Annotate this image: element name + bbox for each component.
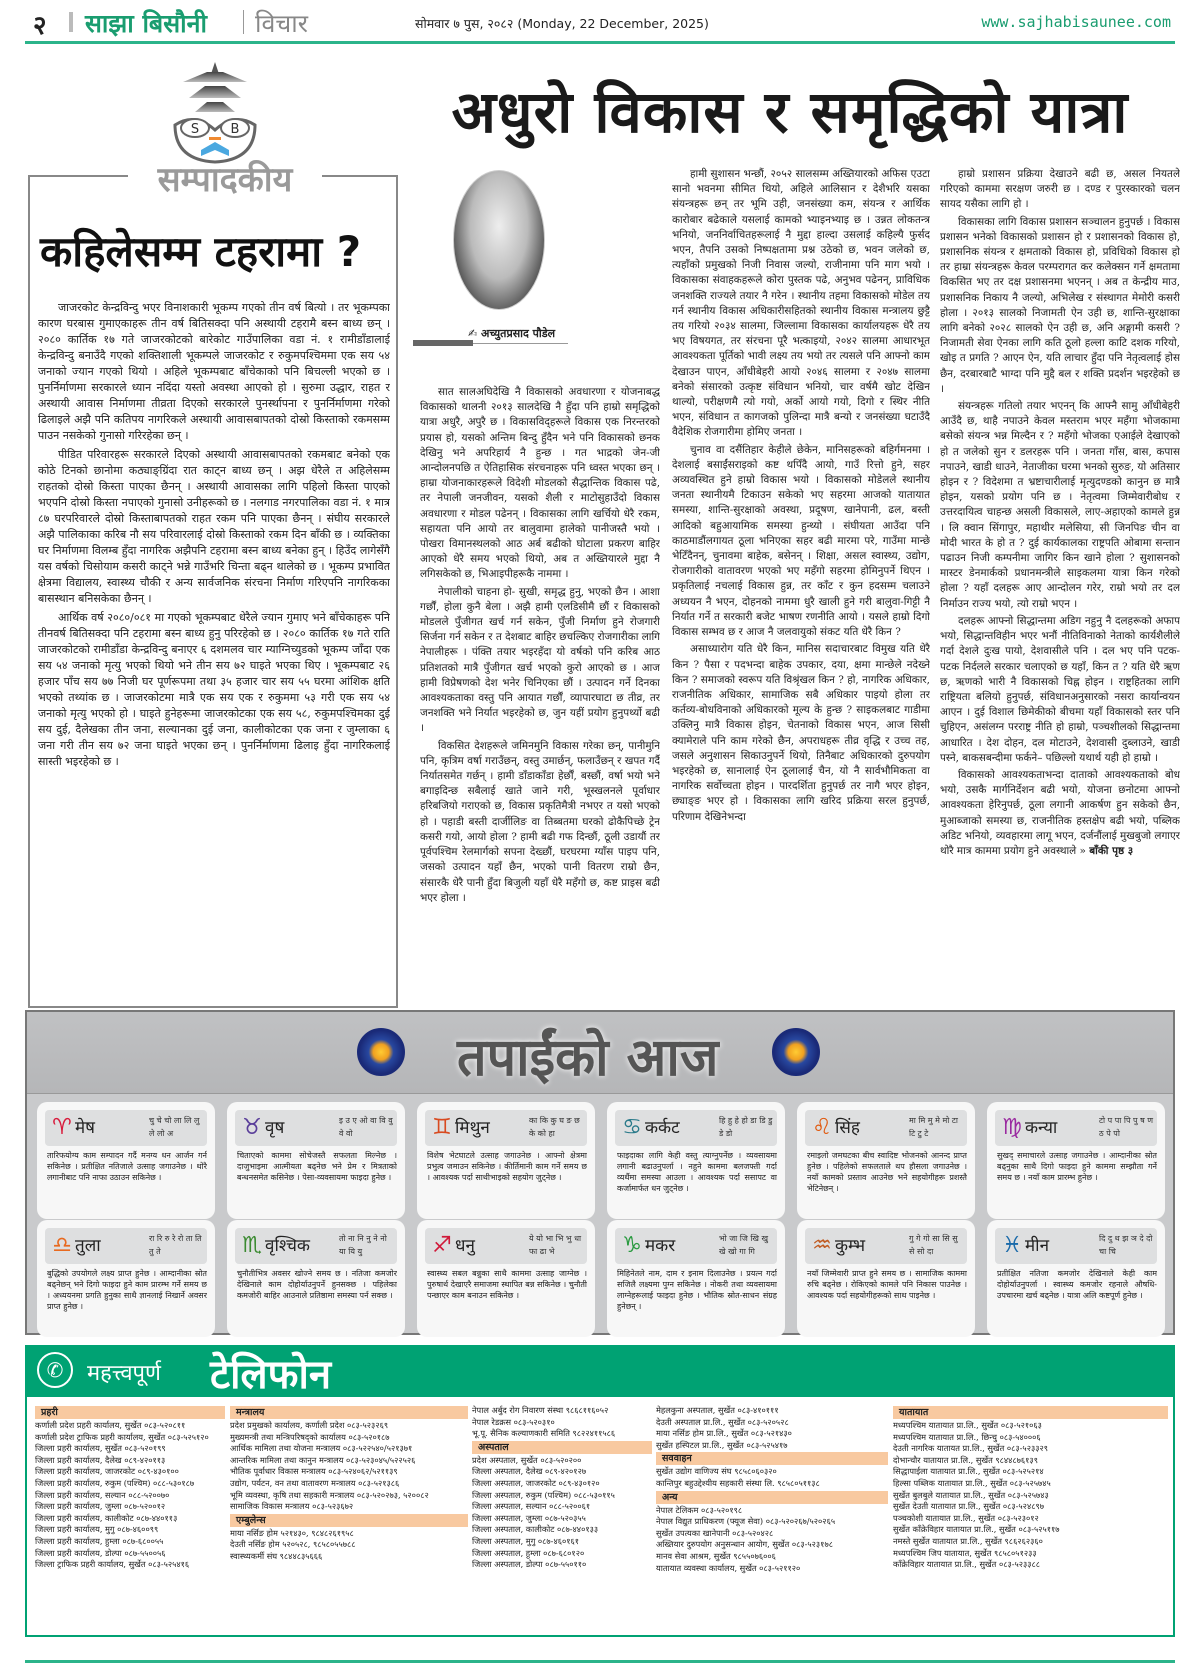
article-paragraph: संयन्त्रहरू गतिलो तयार भएनन् कि आफ्नै सामु आँधीबेहरी आउँदै छ, थाहै नपाउने केवल मस्तराम भएर महँगा भोजकामा बसेको संयन्त्र भन्न मिल्दैन र ? महँगो भोजका एआईले देखाएको हो त जलेको सुन र डलरहरू पनि । जनता गाँस, बास, कपास नपाउने, खाडी धाउने, नेताजीका घरमा भनको सुरुङ, यो अतिसार होइन र ? विदेशमा त भ्रष्टाचारीलाई मृत्युदण्डको कानुन छ मात्रै होइन, यसको प्रयोग पनि छ । नेतृत्वमा जिम्मेवारीबोध र उत्तरदायित्व चाहन्छ असली विकासले, लाए-अहाएको कामले हुन्न । लि क्वान सिंगापुर, महाथीर मलेसिया, सी जिनपिङ चीन वा मोदी भारत के हो त ? दुई कार्यकालका राष्ट्रपति ओबामा सन्तान पढाउन निजी कम्पनीमा जागिर किन खाने होला ? सुशासनको मास्टर डेनमार्कको प्रधानमन्त्रीले साइकलमा यात्रा किन गरेको होला ? यहाँ दलहरू आए आन्दोलन गरेर, राम्रो भयो तर दल निर्माउन राज्य भयो, त्यो राम्रो भएन । bbox=[940, 400, 1180, 610]
telephone-entry: जिल्ला अस्पताल, मुगु ०८७-४६०१६१ bbox=[472, 1535, 579, 1546]
byline-bar bbox=[413, 340, 473, 346]
sign-letters: इ उ ए ओ वा वि वु वे वो bbox=[339, 1116, 393, 1138]
telephone-entry: जिल्ला अस्पताल, जाजरकोट ०८९-४३०१२० bbox=[472, 1477, 600, 1488]
telephone-entry: मुख्यमन्त्री तथा मन्त्रिपरिषद्को कार्यालय ०८३-५२०१८७ bbox=[230, 1431, 390, 1442]
page-number-divider bbox=[69, 12, 73, 32]
telephone-entry: जिल्ला अस्पताल, डोल्पा ०८७-५५०११० bbox=[472, 1559, 587, 1570]
author-photo bbox=[453, 170, 545, 310]
telephone-entry: मानव सेवा आश्रम, सुर्खेत ९८५५०७६००६ bbox=[656, 1550, 776, 1561]
zodiac-wheel-icon bbox=[357, 1028, 405, 1076]
sign-header bbox=[235, 1110, 397, 1146]
sign-header bbox=[45, 1228, 207, 1264]
telephone-entry: जिल्ला प्रहरी कार्यालय, दैलेख ०८९-४२०११३ bbox=[35, 1454, 166, 1465]
zodiac-sign-icon: ♉ bbox=[242, 1115, 262, 1140]
article-paragraph: विकसित देशहरूले जमिनमुनि विकास गरेका छन्, पानीमुनि पनि, कृत्रिम वर्षा गराउँछन्, वस्तु उमार्छन्, फलाउँछन् र खपत गर्दै निर्यातसमेत गर्छन् । हामी डाँडाकाँडा हेर्छौं, बस्छौं, वर्षा भयो भने बगाइदिन्छ सबैलाई खाते जाने गरी, भूस्खलनले पूर्वाधार हरिबजियो गराएको छ, विकास प्रकृतिमैत्री नभएर त यसो भएको हो । पहाडी बस्ती दार्जीलिङ वा तिब्बतमा घरको ढोकैपिच्छे ट्रेन कसरी गयो, आयो होला ? हामी बढी गफ दिन्छौं, ठूली उडायौं तर पूर्वपश्चिम रेलमार्गको सपना देख्छौं, घरघरमा ग्याँस पाइप पनि, जसको उत्पादन यहाँ छैन, भएको पानी वितरण राम्रो छैन, संसारकै धेरै पानी हुँदा बिजुली यहाँ धेरै महँगो छ, कष्ट प्राइस बढी भएर होला । bbox=[420, 739, 660, 904]
telephone-entry: कान्तिपुर बहुउद्देश्यीय सहकारी संस्था लि. ९८५८०५११३८ bbox=[656, 1477, 820, 1488]
article-paragraph: हामी सुशासन भन्छौं, २०५२ सालसम्म अख्तियारको अफिस एउटा सानो भवनमा सीमित थियो, अहिले आलिसान र देशैभरि यसका संयन्त्रहरू छन् तर भूमि उही, जनसंख्या कम, संयन्त्र र आर्थिक कारोबार बढेकाले यसलाई कामको भ्याइनभ्याइ छ । उन्नत लोकतन्त्र भनियो, जननिर्वाचितहरूलाई नै मुद्दा हाल्दा उसलाई कहिल्यै फुर्सद भएन, तैपनि उसको निष्पक्षतामा प्रश्न उठेको छ, भवन जलेको छ, त्यहाँको प्रमुखको निजी निवास जल्यो, राजीनामा पनि माग भयो । विकासका संवाहकहरूले कोरा पुस्तक पढे, अनुभव पढेनन्, प्राविधिक जनशक्ति राज्यले तयार नै गरेन । स्थानीय तहमा विकासको मोडेल तय गर्न स्थानीय विकास अधिकारीसहितको स्थानीय विकास मन्त्रालय छुट्टै तय गरियो २०३४ सालमा, जिल्लामा विकासका कार्यालयहरू धेरै तय भए विषयगत, तर संरचना पूरै भत्काइयो, २०४२ सालमा आधारभूत आवश्यकता पूर्तिको भावी लक्ष्य तय भयो तर त्यसले पनि आफ्नो काम देखाउन पाएन, आँधीबेहरी आयो २०४६ सालमा र २०४७ सालमा बनेको संसारको उत्कृष्ट संविधान भनियो, चार वर्षमै खोट देखिन थाल्यो, परीक्षणमै त्यो गयो, अर्को आयो गयो, दिगो र स्थिर नीति भएन, संविधान त कागजको पुलिन्दा मात्रै बन्यो र जनसंख्या घटाउँदै वैदेशिक रोजगारीमा होमिए जनता । bbox=[672, 168, 930, 439]
article-column-2 bbox=[672, 167, 930, 1000]
telephone-category: यातायात bbox=[893, 1406, 1168, 1419]
telephone-category: मन्त्रालय bbox=[230, 1406, 468, 1419]
telephone-entry: मेहलकुना अस्पताल, सुर्खेत ०८३-४१०१११ bbox=[656, 1405, 779, 1415]
article-headline: अधुरो विकास र समृद्धिको यात्रा bbox=[451, 78, 1129, 146]
sign-prediction: चिताएको काममा सोचेजस्तै सफलता मिल्नेछ । दाजुभाइमा आत्मीयता बढ्नेछ भने प्रेम र मित्रताको बन्धनसमेत कसिनेछ । पेसा-व्यवसायमा फाइदा हुनेछ । bbox=[237, 1151, 397, 1182]
editorial-label: सम्पादकीय bbox=[157, 160, 293, 200]
horoscope-card bbox=[987, 1102, 1165, 1219]
sign-name: तुला bbox=[75, 1236, 101, 1256]
telephone-category: अस्पताल bbox=[472, 1441, 652, 1454]
page-number: २ bbox=[33, 11, 47, 41]
horoscope-card bbox=[37, 1102, 215, 1219]
telephone-entry: देउती नर्सिङ होम ५२०५२८, ९८५८०५५७८८ bbox=[230, 1539, 356, 1550]
telephone-entry: सुर्खेत देउती यातायात प्रा.लि., सुर्खेत ०८३-५२४८९७ bbox=[893, 1501, 1044, 1512]
telephone-entry: मध्यपश्चिम जिप यातायात, सुर्खेत ९८५८०५१२३३ bbox=[893, 1547, 1037, 1558]
horoscope-card bbox=[797, 1220, 975, 1337]
telephone-entry: आन्तरिक मामिला तथा कानुन मन्त्रालय ०८३-५२३०४५/५२२५२६ bbox=[230, 1454, 416, 1465]
telephone-entry: कर्णाली प्रदेश ट्राफिक प्रहरी कार्यालय, सुर्खेत ०८३-५२५१२० bbox=[35, 1431, 209, 1442]
sign-header bbox=[235, 1228, 397, 1264]
sign-letters: दि दु थ झ ञ दे दो चा चि bbox=[1099, 1234, 1153, 1256]
sign-letters: तो ना नि नु ने नो या यि यु bbox=[339, 1234, 387, 1256]
telephone-entry: जिल्ला प्रहरी कार्यालय, हुम्ला ०८७-६८००५५ bbox=[35, 1535, 164, 1546]
sign-letters: रा रि रु रे रो ता ति तु ते bbox=[149, 1234, 202, 1256]
zodiac-sign-icon: ♏ bbox=[242, 1233, 262, 1258]
zodiac-sign-icon: ♑ bbox=[622, 1233, 642, 1258]
sign-name: वृष bbox=[265, 1118, 285, 1138]
telephone-category: एम्बुलेन्स bbox=[230, 1514, 468, 1527]
telephone-entry: जिल्ला अस्पताल, सल्यान ०८८-५२००६१ bbox=[472, 1501, 591, 1512]
sign-header bbox=[45, 1110, 207, 1146]
telephone-entry: जिल्ला प्रहरी कार्यालय, सुर्खेत ०८३-५२०१९९ bbox=[35, 1443, 166, 1454]
telephone-entry: जिल्ला अस्पताल, रुकुम (पश्चिम) ०८८-५३०११५ bbox=[472, 1489, 615, 1500]
telephone-entry: दोभान्चौर यातायात प्रा.लि., सुर्खेत ९८४४८७६१३९ bbox=[893, 1454, 1038, 1465]
sign-name: वृश्चिक bbox=[265, 1236, 310, 1256]
continued-arrow-icon: » bbox=[1079, 844, 1090, 857]
sign-prediction: नयाँ जिम्मेवारी प्राप्त हुने समय छ । सामाजिक काममा रुचि बढ्नेछ । रोकिएको कामले पनि निकास पाउनेछ । आवश्यक पर्दा सहयोगीहरूको साथ पाइनेछ । bbox=[807, 1269, 967, 1300]
horoscope-card bbox=[607, 1102, 785, 1219]
sign-header bbox=[995, 1110, 1157, 1146]
sign-header bbox=[615, 1110, 777, 1146]
telephone-entry: भूमि व्यवस्था, कृषि तथा सहकारी मन्त्रालय ०८३-५२०२७३, ५२००८२ bbox=[230, 1489, 429, 1500]
telephone-entry: जिल्ला प्रहरी कार्यालय, मुगु ०८७-४६००९९ bbox=[35, 1524, 159, 1535]
telephone-entry: अख्तियार दुरुपयोग अनुसन्धान आयोग, सुर्खेत ०८३-५२३१७८ bbox=[656, 1539, 833, 1550]
horoscope-card bbox=[417, 1102, 595, 1219]
sign-prediction: प्रतीक्षित नतिजा कमजोर देखिनाले केही काम दोहोर्याउनुपर्ला । स्वास्थ्य कमजोर रहनाले औषधि-उपचारमा खर्च बढ्नेछ । यात्रा अलि कष्टपूर्ण हुनेछ । bbox=[997, 1269, 1157, 1300]
telephone-entry: स्वास्थ्यकर्मी संघ ९८४४८३५६६६ bbox=[230, 1550, 323, 1561]
pen-icon: ✍ bbox=[468, 327, 482, 340]
sign-header bbox=[425, 1110, 587, 1146]
sign-letters: का कि कु घ ङ छ के को हा bbox=[529, 1116, 580, 1138]
telephone-entry: जिल्ला अस्पताल, जुम्ला ०८७-५२०३५५ bbox=[472, 1512, 586, 1523]
zodiac-sign-icon: ♌ bbox=[812, 1115, 832, 1140]
telephone-entry: भौतिक पूर्वाधार विकास मन्त्रालय ०८३-५२४०६२/५२११३९ bbox=[230, 1466, 398, 1477]
sign-prediction: रमाइलो जमघटका बीच स्वादिष्ट भोजनको आनन्द प्राप्त हुनेछ । पहिलेको सफलताले थप हौसला जगाउनेछ । नयाँ कामको प्रस्ताव आउनेछ भने सहयोगीहरू प्रशस्तै भेटिनेछन् । bbox=[807, 1151, 967, 1193]
zodiac-sign-icon: ♒ bbox=[812, 1233, 832, 1258]
article-paragraph: सात सालअघिदेखि नै विकासको अवधारणा र योजनाबद्ध विकासको थालनी २०१३ सालदेखि नै हुँदा पनि हाम्रो समृद्धिको यात्रा अधुरै, अपुरै छ । विकासविद्हरूले विकास एक निरन्तरको प्रयास हो, यसको अन्तिम बिन्दु हुँदैन भने पनि विकासको छनक देखिनु भने अपरिहार्य नै हुन्छ । गत भाद्रको जेन-जी आन्दोलनपछि त ऐतिहासिक संरचनाहरू पनि ध्वस्त भएका छन् । हाम्रा योजनाकारहरूले विदेशी मोडलको सैद्धान्तिक विकास पढे, तर नेपाली जनजीवन, यसको शैली र माटोसुहाउँदो विकास अवधारणा र मोडल पढेनन् । विकासका लागि खर्चियो धेरै रकम, सहायता पनि आयो तर बालुवामा हालेको पानीजस्तै भयो । पोखरा विमानस्थलको आठ अर्ब बढीको घोटाला प्रकरण बाहिर आएको धेरै समय भएको थियो, अब त अख्तियारले मुद्दा नै लगिसकेको छ, भिआइपीहरूकै नाममा । bbox=[420, 386, 660, 581]
sign-name: कन्या bbox=[1025, 1118, 1058, 1138]
sign-header bbox=[425, 1228, 587, 1264]
sign-name: कुम्भ bbox=[835, 1236, 866, 1256]
article-column-1 bbox=[420, 385, 660, 1000]
telephone-entry: जिल्ला प्रहरी कार्यालय, कालीकोट ०८७-४४०११३ bbox=[35, 1512, 178, 1523]
article-paragraph: नेपालीको चाहना हो- सुखी, समृद्ध हुनु, भएको छैन । आशा गर्छौं, होला कुनै बेला । अझै हामी एलडिसीमै छौं र विकासको मोडलले पुँजीगत खर्च गर्न सकेन, पुँजी निर्माण हुने रोजगारी सिर्जना गर्न सकेन र त देशबाट बाहिर छचल्किए रोजगारीका लागि नेपालीहरू । पंक्ति तयार भइरहँदा यो वर्षको पनि करिब आठ प्रतिशतको मात्रै पुँजीगत खर्च भएको कुरो आएको छ । आज हामी विप्रेषणको देश भनेर चिनिएका छौं । उत्पादन गर्ने दिनका आवश्यकताका वस्तु पनि आयात गर्छौं, व्यापारघाटा छ तीव्र, तर जनशक्ति भने निर्यात भइरहेको छ, जुन यहीं प्रयोग हुनुपर्थ्यो बढी । bbox=[420, 585, 660, 735]
telephone-column bbox=[893, 1405, 1168, 1571]
telephone-entry: जिल्ला ट्राफिक प्रहरी कार्यालय, सुर्खेत ०८३-५२५४१६ bbox=[35, 1559, 190, 1570]
telephone-entry: जिल्ला प्रहरी कार्यालय, जाजरकोट ०८९-४३०१०० bbox=[35, 1466, 179, 1477]
sign-header bbox=[615, 1228, 777, 1264]
telephone-category: प्रहरी bbox=[35, 1406, 225, 1419]
telephone-entry: सुर्खेत उद्योग वाणिज्य संघ ९८५८०६०३२० bbox=[656, 1466, 777, 1477]
telephone-entry: सुर्खेत काँक्रेविहार यातायात प्रा.लि., सुर्खेत ०८३-५२५११७ bbox=[893, 1524, 1060, 1535]
zodiac-sign-icon: ♐ bbox=[432, 1233, 452, 1258]
sign-name: मकर bbox=[645, 1236, 676, 1256]
sign-prediction: स्वास्थ्य सबल बन्नुका साथै काममा उत्साह जाग्नेछ । पुरुषार्थ देखाएरै समाजमा स्थापित बन्न सकिनेछ । चुनौती पन्छाएर काम बनाउन सकिनेछ । bbox=[427, 1269, 587, 1300]
article-paragraph: असाध्यारोग यति धेरै किन, मानिस सदाचारबाट विमुख यति धेरै किन ? पैसा र पदभन्दा बाहेक उपकार, दया, क्षमा मान्छेले नदेख्ने किन ? समाजको स्वरूप यति विश्रृंखल किन ? हो, नागरिक अधिकार, राजनीतिक अधिकार, सामाजिक सबै अधिकार पाइयो होला तर कर्तव्य-बोधविनाको अधिकारको मूल्य के हुन्छ ? साइकलबाट गाडीमा उक्लिनु मात्रै विकास होइन, चेतनाको विकास भएन, आज सिसी क्यामेराले पनि काम गरेको छैन, अपराधहरू तीव्र वृद्धि र उच्च तह, जसले अनुशासन सिकाउनुपर्ने थियो, तिनैबाट अधिकारको दुरुपयोग भइरहेको छ, सानालाई ऐन ठूलालाई चैन, यो नै सार्वभौमिकता वा नागरिक सर्वोच्चता होइन । पारदर्शिता हुनुपर्छ तर नागै भएर होइन, छ्याङ्ङ भएर हो । विकासका लागि खरिद प्रक्रिया सरल हुनुपर्छ, परिणाम देखिनेभन्दा bbox=[672, 643, 930, 823]
telephone-entry: नेपाल टेलिकम ०८३-५२०१९८ bbox=[656, 1504, 743, 1515]
telephone-entry: जिल्ला प्रहरी कार्यालय, रुकुम (पश्चिम) ०८८-५३०१८७ bbox=[35, 1477, 195, 1488]
sign-prediction: बुद्धिको उपयोगले लक्ष्य प्राप्त हुनेछ । आम्दानीका स्रोत बढ्नेछन् भने दिगो फाइदा हुने काम प्रारम्भ गर्ने समय छ । अध्ययनमा प्रगति हुनुका साथै ज्ञानलाई निखार्ने अवसर प्राप्त हुनेछ । bbox=[47, 1269, 207, 1311]
zodiac-sign-icon: ♊ bbox=[432, 1115, 452, 1140]
telephone-subtitle: महत्त्वपूर्ण bbox=[87, 1361, 161, 1386]
phone-icon: ✆ bbox=[37, 1352, 73, 1388]
sign-letters: हि हु हे हो डा डि डु डे डो bbox=[719, 1116, 773, 1138]
telephone-entry: जिल्ला प्रहरी कार्यालय, जुम्ला ०८७-५२००१२ bbox=[35, 1501, 166, 1512]
telephone-entry: उद्योग, पर्यटन, वन तथा वातावरण मन्त्रालय ०८३-५२१३८६ bbox=[230, 1477, 400, 1488]
zodiac-wheel-icon bbox=[772, 1028, 820, 1076]
horoscope-card bbox=[987, 1220, 1165, 1337]
horoscope-card bbox=[607, 1220, 785, 1337]
horoscope-section bbox=[25, 1010, 1175, 1335]
telephone-entry: आर्थिक मामिला तथा योजना मन्त्रालय ०८३-५२२५४०/५२१३७१ bbox=[230, 1443, 413, 1454]
telephone-category: अन्य bbox=[656, 1491, 888, 1504]
article-paragraph: चुनाव वा दसैंतिहार केहीले छेकेन, मानिसहरूको बहिर्गमनमा । देशलाई बसाईंसराइको कष्ट थपिँदै आयो, गाउँ रित्तो हुने, सहर अव्यवस्थित हुने हाम्रो विकास भयो । विकासको मोडेलले स्थानीय जनता स्थानीयमै टिकाउन सकेको भए सहरमा आजको यातायात समस्या, शान्ति-सुरक्षाको अवस्था, प्रदूषण, खानेपानी, ढल, बस्ती आदिको बहुआयामिक समस्या हुन्थ्यो । संघीयता आउँदा पनि काठमाडौंलगायत ठूला भनिएका सहर बढी मारमा परे, गाउँमा मान्छे भेटिँदैनन्, चुनावमा बाहेक, बसेनन् । शिक्षा, असल स्वास्थ्य, उद्योग, रोजगारीको वातावरण भएको भए महँगो सहरमा होमिनुपर्ने थिएन । प्रकृतिलाई नचलाई विकास हुन्न, तर काँट र कुन हदसम्म चलाउने अध्ययन नै भएन, दोहनको नाममा धुरै खाली हुने गरी बालुवा-गिट्टी नै निर्यात गर्ने त सरकारी बजेट भाषण रणनीति आयो । यसले हाम्रो दिगो विकास सम्भव छ र आज नै जलवायुको संकट यति धेरै किन ? bbox=[672, 443, 930, 639]
website-link[interactable]: www.sajhabisaunee.com bbox=[981, 13, 1171, 31]
telephone-title: टेलिफोन bbox=[210, 1352, 332, 1398]
sign-name: धनु bbox=[455, 1236, 475, 1256]
telephone-entry: देउती अस्पताल प्रा.लि., सुर्खेत ०८३-५२०५२८ bbox=[656, 1416, 789, 1427]
sign-letters: गु गे गो सा सि सु से सो दा bbox=[909, 1234, 958, 1256]
telephone-entry: हिल्सा पब्लिक यातायात प्रा.लि., सुर्खेत ०८३-५२५७४५ bbox=[893, 1477, 1051, 1488]
article-paragraph: दलहरू आफ्नो सिद्धान्तमा अडिग नहुनु नै दलहरूको अफाप भयो, सिद्धान्तविहीन भएर भनौं नीतिविनाको नेताको कार्यशैलीले गर्दा देशले दुःख पायो, देशवासीले पनि । दल भए पनि पटक-पटक निर्दलले सरकार चलाएको छ यहाँ, किन त ? यति धेरै ऋण छ, ऋणको भारी नै विकासको चिह्न होइन । राष्ट्रहितका लागि राष्ट्रियता बलियो हुनुपर्छ, संविधानअनुसारको नसरा कार्यान्वयन आएन । दुई विशाल छिमेकीको बीचमा यहाँ विकासको स्तर पनि चुहिएन, असंलग्न परराष्ट्र नीति हो हाम्रो, पञ्चशीलको सिद्धान्तमा आधारित । देश दोहन, दल मोटाउने, देशवासी दुब्लाउने, खाडी पस्ने, बाकसबन्दीमा फर्कने– पछिल्लो यथार्थ यही हो हाम्रो । bbox=[940, 614, 1180, 764]
telephone-entry: यातायात व्यवस्था कार्यालय, सुर्खेत ०८३-५२११२० bbox=[656, 1562, 801, 1573]
telephone-entry: पञ्चकोशी यातायात प्रा.लि., सुर्खेत ०८३-५२३०१२ bbox=[893, 1512, 1039, 1523]
zodiac-sign-icon: ♋ bbox=[622, 1115, 642, 1140]
author-byline bbox=[468, 326, 555, 341]
issue-date: सोमवार ७ पुस, २०८२ (Monday, 22 December, 2025) bbox=[415, 16, 709, 31]
sign-letters: ये यो भा भि भु धा फा ढा भे bbox=[529, 1234, 582, 1256]
article-paragraph: विकासका लागि विकास प्रशासन सञ्चालन हुनुपर्छ । विकास प्रशासन भनेको विकासको प्रशासन हो र प्रशासनको विकास हो, प्रशासनिक संयन्त्र र क्षमताको विकास हो, प्रविधिको विकास हो तर हाम्रा संयन्त्रहरू केवल परम्परागत कर कलेक्सन गर्ने क्षमतामा विकसित भए तर दक्ष प्रशासनमा भएनन् । अब त केन्द्रीय माउ, प्रशासनिक निकाय नै जल्यो, अभिलेख र संस्थागत मेमोरी कसरी होला । २०१३ सालको निजामती ऐन उही छ, शान्ति-सुरक्षाका लागि बनेको २०२८ सालको ऐन उही छ, अनि अङ्गामी कसरी ? निजामती सेवा ऐनका लागि कति ठूलो हल्ला काटि दशक गरियो, खोइ त प्रगति ? आएन ऐन, यति लाचार हुँदा पनि नेतृत्वलाई होस छैन, दरबारबाटै भाग्दा पनि मुद्दै बल र शक्ति प्रदर्शन भइरहेको छ । bbox=[940, 215, 1180, 395]
editorial-paragraph: आर्थिक वर्ष २०८०/०८१ मा गएको भूकम्पबाट धेरैले ज्यान गुमाए भने बाँचेकाहरू पनि तीनवर्ष बितिसक्दा पनि टहरामा बस्न बाध्य हुनु परिरहेको छ । २०८० कार्तिक १७ गते राति जाजरकोटको रामीडाँडा केन्द्रविन्दु बनाएर ६ दशमलव चार म्याग्निच्युडको भूकम्प जाँदा एक सय ५४ जनाको मृत्यु भएको थियो भने तीन सय ७२ घाइते भएका थिए । भूकम्पबाट २६ हजार पाँच सय ७७ निजी घर पूर्णरूपमा तथा ३५ हजार चार सय ५५ घरमा आंशिक क्षति भएको तथ्यांक छ । जाजरकोटमा मात्रै एक सय एक र रुकुममा ५३ गरी एक सय ५४ जनाको मृत्यु भएको हो । घाइते हुनेहरूमा जाजरकोटका एक सय ५८, रुकुमपश्चिमका दुई सय दुई, दैलेखका तीन जना, सल्यानका दुई जना, कालीकोटका एक जना र जुम्लाका ६ जना गरी तीन सय ७२ जना घाइते भएका छन् । पुनर्निर्माणमा ढिलाइ हुँदा नागरिकलाई सास्ती भइरहेको छ । bbox=[38, 611, 390, 768]
sign-prediction: तारिफयोग्य काम सम्पादन गर्दै मनग्य धन आर्जन गर्न सकिनेछ । प्रतीक्षित नतिजाले उत्साह जगाउनेछ । थोरै लगानीबाट पनि नाफा उठाउन सकिनेछ । bbox=[47, 1151, 207, 1182]
masthead bbox=[25, 0, 1175, 44]
sign-prediction: फाइदाका लागि केही वस्तु त्याग्नुपर्नेछ । व्यवसायमा लगानी बढाउनुपर्ला । नहुने काममा बलजफ्ती गर्दा व्यर्थैमा समस्या आउला । आवश्यक पर्दा ससापट वा कर्जामार्फत धन जुट्नेछ । bbox=[617, 1151, 777, 1193]
zodiac-sign-icon: ♈ bbox=[52, 1115, 72, 1140]
telephone-entry: माया नर्सिङ होम प्रा.लि., सुर्खेत ०८३-५२१४३० bbox=[656, 1428, 792, 1439]
telephone-entry: जिल्ला प्रहरी कार्यालय, सल्यान ०८८-५२००७० bbox=[35, 1489, 170, 1500]
logo-letter-s: S bbox=[190, 122, 200, 137]
telephone-category: सववाहन bbox=[656, 1452, 888, 1465]
telephone-entry: प्रदेश प्रमुखको कार्यालय, कर्णाली प्रदेश ०८३-५२३२६९ bbox=[230, 1420, 389, 1430]
sign-header bbox=[805, 1228, 967, 1264]
sign-name: कर्कट bbox=[645, 1118, 680, 1138]
article-last-text: विकासको आवश्यकताभन्दा दाताको आवश्यकताको बोध भयो, उसकै मार्गनिर्देशन बढी भयो, योजना छनोटमा आफ्नो आवश्यकता हेरिनुपर्छ, ठूला लगानी आकर्षण हुन सकेको छैन, मुआब्जाको समस्या छ, राजनीतिक हस्तक्षेप बढी भयो, पब्लिक अडिट भनियो, व्यवहारमा लागू भएन, दर्जनौंलाई मुखबुजो लगाएर थोरै मात्र काममा प्रयोग हुने अवस्थाले bbox=[940, 768, 1180, 857]
telephone-column bbox=[35, 1405, 225, 1571]
telephone-column bbox=[472, 1405, 652, 1571]
telephone-entry: भू.पू. सैनिक कल्याणकारी समिति ९८२२४११५८६ bbox=[472, 1428, 616, 1439]
sign-name: मीन bbox=[1025, 1236, 1050, 1256]
sign-letters: टो प पा पि पु ष ण ठ पे पो bbox=[1099, 1116, 1154, 1138]
article-column-3 bbox=[940, 167, 1180, 1000]
article-paragraph: हाम्रो प्रशासन प्रक्रिया देखाउने बढी छ, असल नियतले गरिएको काममा सरक्षण जरुरी छ । दण्ड र पुरस्कारको चलन सायद यसैका लागि हो । bbox=[940, 168, 1180, 211]
sign-prediction: चुनौतीभित्र अवसर खोज्ने समय छ । नतिजा कमजोर देखिनाले काम दोहोर्याउनुपर्ने हुनसक्छ । पहिलेका कमजोरी बाहिर आउनाले प्रतिष्ठामा समस्या पर्न सक्छ । bbox=[237, 1269, 397, 1300]
sign-letters: भो जा जि खि खु खे खो गा गि bbox=[719, 1234, 769, 1256]
telephone-entry: देउती नागरिक यातायत प्रा.लि., सुर्खेत ०८३-५२३३२९ bbox=[893, 1443, 1048, 1454]
section-divider bbox=[243, 10, 244, 34]
sign-prediction: विशेष भेटघाटले उत्साह जगाउनेछ । आफ्नो क्षेत्रमा प्रभुत्व जमाउन सकिनेछ । कीर्तिमानी काम गर्ने समय छ । आवश्यक पर्दा साथीभाइको सहयोग जुट्नेछ । bbox=[427, 1151, 587, 1182]
telephone-entry: नेपाल रेडक्रस ०८३-५२०३१० bbox=[472, 1416, 555, 1427]
telephone-column bbox=[230, 1405, 468, 1563]
telephone-entry: सुर्खेत उपत्यका खानेपानी ०८३-५२०४२८ bbox=[656, 1527, 774, 1538]
telephone-entry: सिद्धापाईला यातायात प्रा.लि., सुर्खेत ०८३-५२५२१४ bbox=[893, 1466, 1044, 1477]
sign-name: मिथुन bbox=[455, 1118, 490, 1138]
telephone-entry: सुर्खेत बुलबुले यातायात प्रा.लि., सुर्खेत ०८३-५२५७४३ bbox=[893, 1489, 1049, 1500]
sign-header bbox=[995, 1228, 1157, 1264]
sign-letters: चु चे चो ला लि लु ले लो अ bbox=[149, 1116, 200, 1138]
horoscope-card bbox=[227, 1220, 405, 1337]
sign-prediction: मिहिनेतले नाम, दाम र इनाम दिलाउनेछ । प्रयत्न गर्दा सजिलै लक्ष्यमा पुग्न सकिनेछ । नोकरी तथा व्यवसायमा लाग्नेहरूलाई फाइदा हुनेछ । भौतिक स्रोत-साधन संग्रह हुनेछन् । bbox=[617, 1269, 777, 1311]
sign-name: मेष bbox=[75, 1118, 95, 1138]
editorial-body bbox=[38, 300, 390, 1000]
telephone-entry: मध्यपश्चिम यातायात प्रा.लि., सुर्खेत ०८३-५२१०६३ bbox=[893, 1420, 1042, 1430]
telephone-header bbox=[25, 1345, 1175, 1397]
zodiac-sign-icon: ♍ bbox=[1002, 1115, 1022, 1140]
telephone-entry: नेपाल अर्बुद रोग निवारण संस्था ९८६८११६०५२ bbox=[472, 1405, 609, 1415]
horoscope-card bbox=[797, 1102, 975, 1219]
horoscope-title: तपाईंको आज bbox=[457, 1028, 719, 1088]
continued-link[interactable]: बाँकी पृष्ठ ३ bbox=[1089, 844, 1134, 857]
paper-name: साझा बिसौनी bbox=[85, 9, 207, 38]
telephone-entry: मध्यपश्चिम यातायात प्रा.लि., छिन्चु ०८३-५४०००६ bbox=[893, 1431, 1041, 1442]
author-name: अच्युतप्रसाद पौडेल bbox=[481, 327, 556, 340]
article-paragraph bbox=[940, 768, 1180, 859]
horoscope-card bbox=[37, 1220, 215, 1337]
telephone-entry: सुर्खेत हस्पिटल प्रा.लि., सुर्खेत ०८३-५२५४१७ bbox=[656, 1439, 788, 1450]
telephone-entry: जिल्ला अस्पताल, हुम्ला ०८७-६८०१२० bbox=[472, 1547, 585, 1558]
horoscope-header bbox=[27, 1012, 1173, 1094]
page-bottom-rule bbox=[25, 1660, 1175, 1663]
sb-logo-icon bbox=[165, 60, 265, 170]
sign-header bbox=[805, 1110, 967, 1146]
sign-prediction: सुखद् समाचारले उत्साह जगाउनेछ । आम्दानीका स्रोत बढ्नुका साथै दिगो फाइदा हुने काममा सम्झौता गर्ने समय छ । नयाँ काम प्रारम्भ हुनेछ । bbox=[997, 1151, 1157, 1182]
telephone-entry: माया नर्सिङ होम ५२१४३०, ९८४८२६१९५८ bbox=[230, 1527, 354, 1538]
telephone-entry: नमस्ते सुर्खेत यातायात प्रा.लि., सुर्खेत ९८६२६२३६० bbox=[893, 1535, 1043, 1546]
editorial-paragraph: पीडित परिवारहरू सरकारले दिएको अस्थायी आवासबापतको रकमबाट बनेको एक कोठे टिनको छानोमा कठ्याङ्ग्रिंदा रात काट्न बाध्य छन् । अझ धेरैले त अहिलेसम्म राहतको दोस्रो किस्ता पाएका छैनन् । अस्थायी आवासका लागि पहिलो किस्ता पाएको भएपनि दोस्रो किस्ता नपाएको गुनासो उनीहरूको छ । नलगाड नगरपालिका वडा नं. १ मात्र ८७ घरपरिवारले दोस्रो किस्ताबापतको राहत रकम पनि पाएका छैनन् । संघीय सरकारले अझै पालिकाका करिब नौ सय परिवारलाई दोस्रो किस्ताको रकम दिन बाँकी छ । व्यक्तिका घर निर्माणमा विलम्ब हुँदा नागरिक अझैपनि टहरामा बस्न बाध्य बनेका हुन् । हिउँद लागेसँगै यस वर्षको चिसोयाम कसरी काट्ने भन्ने गाउँभरि चिन्ता बढ्न थालेको छ । भूकम्प प्रभावित क्षेत्रमा विद्यालय, स्वास्थ्य चौकी र अन्य सार्वजनिक संरचना निर्माण गरिएपनि नागरिकका बासस्थान बनिसकेका छैनन् । bbox=[38, 448, 390, 605]
horoscope-card bbox=[417, 1220, 595, 1337]
horoscope-card bbox=[227, 1102, 405, 1219]
telephone-entry: कर्णाली प्रदेश प्रहरी कार्यालय, सुर्खेत ०८३-५२०८११ bbox=[35, 1420, 186, 1430]
section-name: विचार bbox=[255, 9, 308, 38]
editorial-title: कहिलेसम्म टहरामा ? bbox=[40, 227, 362, 276]
sign-name: सिंह bbox=[835, 1118, 860, 1138]
zodiac-sign-icon: ♎ bbox=[52, 1233, 72, 1258]
telephone-entry: काँक्रेविहार यातायात प्रा.लि., सुर्खेत ०८३-५२३३८८ bbox=[893, 1559, 1041, 1570]
telephone-entry: जिल्ला अस्पताल, दैलेख ०८९-४२०१२७ bbox=[472, 1466, 587, 1477]
editorial-paragraph: जाजरकोट केन्द्रविन्दु भएर विनाशकारी भूकम्प गएको तीन वर्ष बित्यो । तर भूकम्पका कारण घरबास गुमाएकाहरू तीन वर्ष बितिसक्दा पनि अस्थायी टहरामै बस्न बाध्य छन् । २०८० कार्तिक १७ गते जाजरकोटको बारेकोट गाउँपालिका वडा नं. १ रामीडाँडालाई केन्द्रविन्दु बनाउँदै गएको शक्तिशाली भूकम्पले जाजरकोट र रुकुमपश्चिममा एक सय ५४ जनाको ज्यान गएको थियो । अहिले भूकम्पबाट बाँचेकाको पनि बिचल्ली भएको छ । पुनर्निर्माणमा सरकारले ध्यान नदिंदा यस्तो अवस्था आएको हो । सुरुमा उद्धार, राहत र अस्थायी आवास निर्माणमा तीव्रता दिएको सरकारले पुनर्स्थापना र पुनर्निर्माणमा गरेको ढिलाइले अझै पनि कतिपय नागरिकले अस्थायी आवासबापतको दोस्रो किस्ताको रकमसम्म पाउन नसकेको गुनासो गरिरहेका छन् । bbox=[38, 301, 390, 442]
logo-letter-b: B bbox=[230, 122, 240, 137]
telephone-entry: प्रदेश अस्पताल, सुर्खेत ०८३-५२०२०० bbox=[472, 1454, 582, 1465]
telephone-entry: सामाजिक विकास मन्त्रालय ०८३-५२३६७२ bbox=[230, 1501, 354, 1512]
zodiac-sign-icon: ♓ bbox=[1002, 1233, 1022, 1258]
telephone-column bbox=[656, 1405, 888, 1574]
telephone-entry: जिल्ला प्रहरी कार्यालय, डोल्पा ०८७-५५००५६ bbox=[35, 1547, 166, 1558]
telephone-entry: नेपाल विद्युत प्राधिकरण (फ्यूज सेवा) ०८३-५२०२६७/५२०२६५ bbox=[656, 1516, 836, 1527]
telephone-entry: जिल्ला अस्पताल, कालीकोट ०८७-४४०१३३ bbox=[472, 1524, 599, 1535]
sign-letters: मा मि मु मे मो टा टि टु टे bbox=[909, 1116, 958, 1138]
